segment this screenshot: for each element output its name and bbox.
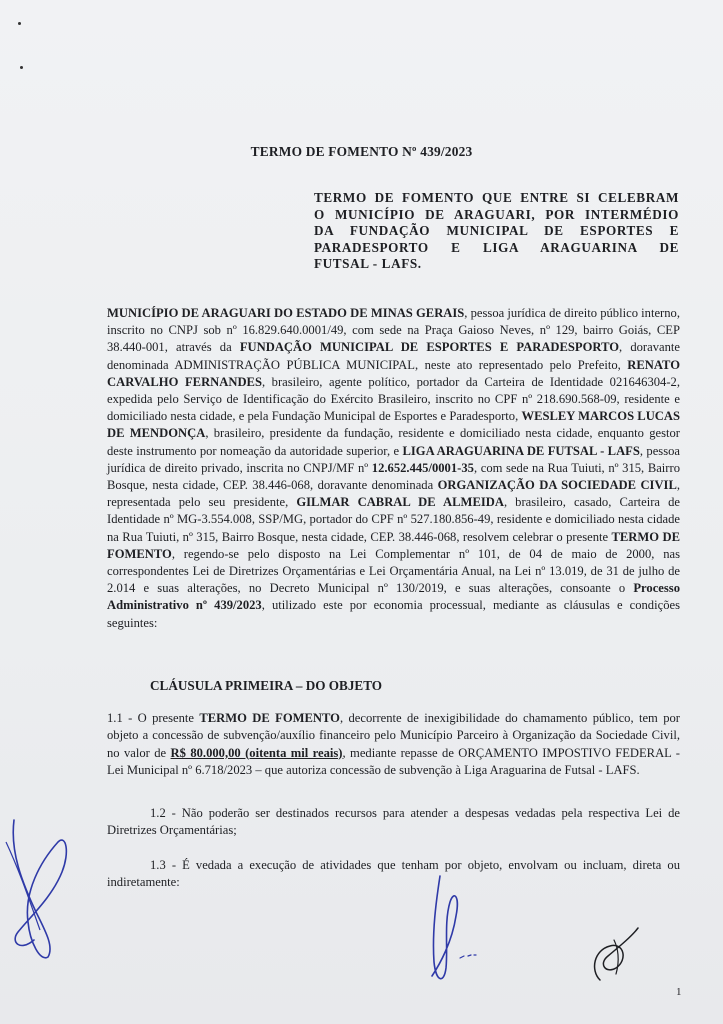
preamble-text: , brasileiro, presidente da fundação, residente e domiciliado nesta cidade, enquanto gestor deste instrumento por nomeação da autoridade superior, e [107,426,680,458]
item-text: , decorrente de inexigibilidade do chamamento público, tem por objeto a concessão de subvenção/auxílio financeiro pelo Município Parceiro à Organização da Sociedade Civil, no valor de [107,711,680,760]
clause-title: CLÁUSULA PRIMEIRA – DO OBJETO [150,678,383,693]
preamble-text: , utilizado este por economia processual, mediante as cláusulas e condições seguintes: [107,598,680,630]
processo-label: Processo Administrativo nº 439/2023 [107,581,680,613]
rubric-signature-right [580,920,650,990]
preamble-text: , doravante denominada ADMINISTRAÇÃO PÚBLICA MUNICIPAL, neste ato representado pelo Prefeito, [107,340,680,372]
preamble-text: , pessoa jurídica de direito privado, inscrita no CNPJ/MF nº [107,443,680,475]
rubric-signature-center [410,872,490,992]
rubric-signature-left [0,812,80,962]
ementa-line: FUTSAL - LAFS. [314,256,422,271]
prefeito-name: RENATO CARVALHO FERNANDES [107,357,680,389]
preamble-text: , representada pelo seu presidente, [107,478,680,510]
termo-label: TERMO DE FOMENTO [107,529,680,561]
item-text: , mediante repasse de ORÇAMENTO IMPOSTIVO FEDERAL - Lei Municipal nº 6.718/2023 – que autoriza concessão de subvenção à Liga Araguarina de Futsal - LAFS. [107,745,680,777]
preamble-paragraph [107,305,680,632]
ementa-line: O MUNICÍPIO DE ARAGUARI, POR INTERMÉDIO [314,206,679,222]
preamble-text: , com sede na Rua Tuiuti, nº 315, Bairro Bosque, nesta cidade, CEP. 38.446-068, doravante denominada [107,460,680,493]
ementa-line: TERMO DE FOMENTO QUE ENTRE SI CELEBRAM [314,190,679,205]
preamble-text: , regendo-se pelo disposto na Lei Complementar nº 101, de 04 de maio de 2000, nas correspondentes Lei de Diretrizes Orçamentárias e Lei Orçamentária Anual, na Lei nº 13.019, de 31 de julho de 2.014 e suas alterações, no Decreto Municipal nº 130/2019, e suas alterações, consoante o [107,546,680,596]
party-liga: LIGA ARAGUARINA DE FUTSAL - LAFS [402,443,640,458]
ementa-line: DA FUNDAÇÃO MUNICIPAL DE ESPORTES E [314,223,679,238]
ementa-block [314,190,679,273]
party-municipio: MUNICÍPIO DE ARAGUARI DO ESTADO DE MINAS GERAIS [107,306,465,320]
item-bold: TERMO DE FOMENTO [199,711,340,725]
valor-repasse: R$ 80.000,00 (oitenta mil reais) [170,745,343,760]
scan-speck [18,22,21,25]
ementa-line: PARADESPORTO E LIGA ARAGUARINA DE [314,239,679,255]
item-1-1 [107,710,680,779]
liga-cnpj: 12.652.445/0001-35 [371,460,474,475]
item-1-3: 1.3 - É vedada a execução de atividades que tenham por objeto, envolvam ou incluam, direta ou indiretamente: [107,858,680,890]
preamble-text: , pessoa jurídica de direito público interno, inscrito no CNPJ sob nº 16.829.640.0001/49, com sede na Praça Gaioso Neves, nº 129, bairro Goiás, CEP 38.440-001, através da [107,306,680,355]
item-text: 1.1 - O presente [107,711,200,725]
party-fundacao: FUNDAÇÃO MUNICIPAL DE ESPORTES E PARADESPORTO [239,340,620,355]
osc-label: ORGANIZAÇÃO DA SOCIEDADE CIVIL [437,478,677,493]
preamble-text: , brasileiro, casado, Carteira de Identidade nº MG-3.554.008, SSP/MG, portador do CPF nº 527.180.856-49, residente e domiciliado nesta cidade na Rua Tuiuti, nº 315, Bairro Bosque, nesta cidade, CEP. 38.446-068, resolvem celebrar o presente [107,495,680,544]
presidente-liga-name: GILMAR CABRAL DE ALMEIDA [296,495,504,510]
page-number: 1 [676,986,682,998]
item-1-2: 1.2 - Não poderão ser destinados recursos para atender a despesas vedadas pela respectiva Lei de Diretrizes Orçamentárias; [107,806,680,838]
preamble-text: , brasileiro, agente político, portador da Carteira de Identidade 021646304-2, expedida pelo Serviço de Identificação do Exército Brasileiro, inscrito no CPF nº 218.690.568-09, residente e domiciliado nesta cidade, e pela Fundação Municipal de Esportes e Paradesporto, [107,374,680,424]
presidente-fundacao-name: WESLEY MARCOS LUCAS DE MENDONÇA [107,409,680,441]
document-title: TERMO DE FOMENTO Nº 439/2023 [250,144,473,159]
scan-speck [20,66,23,69]
